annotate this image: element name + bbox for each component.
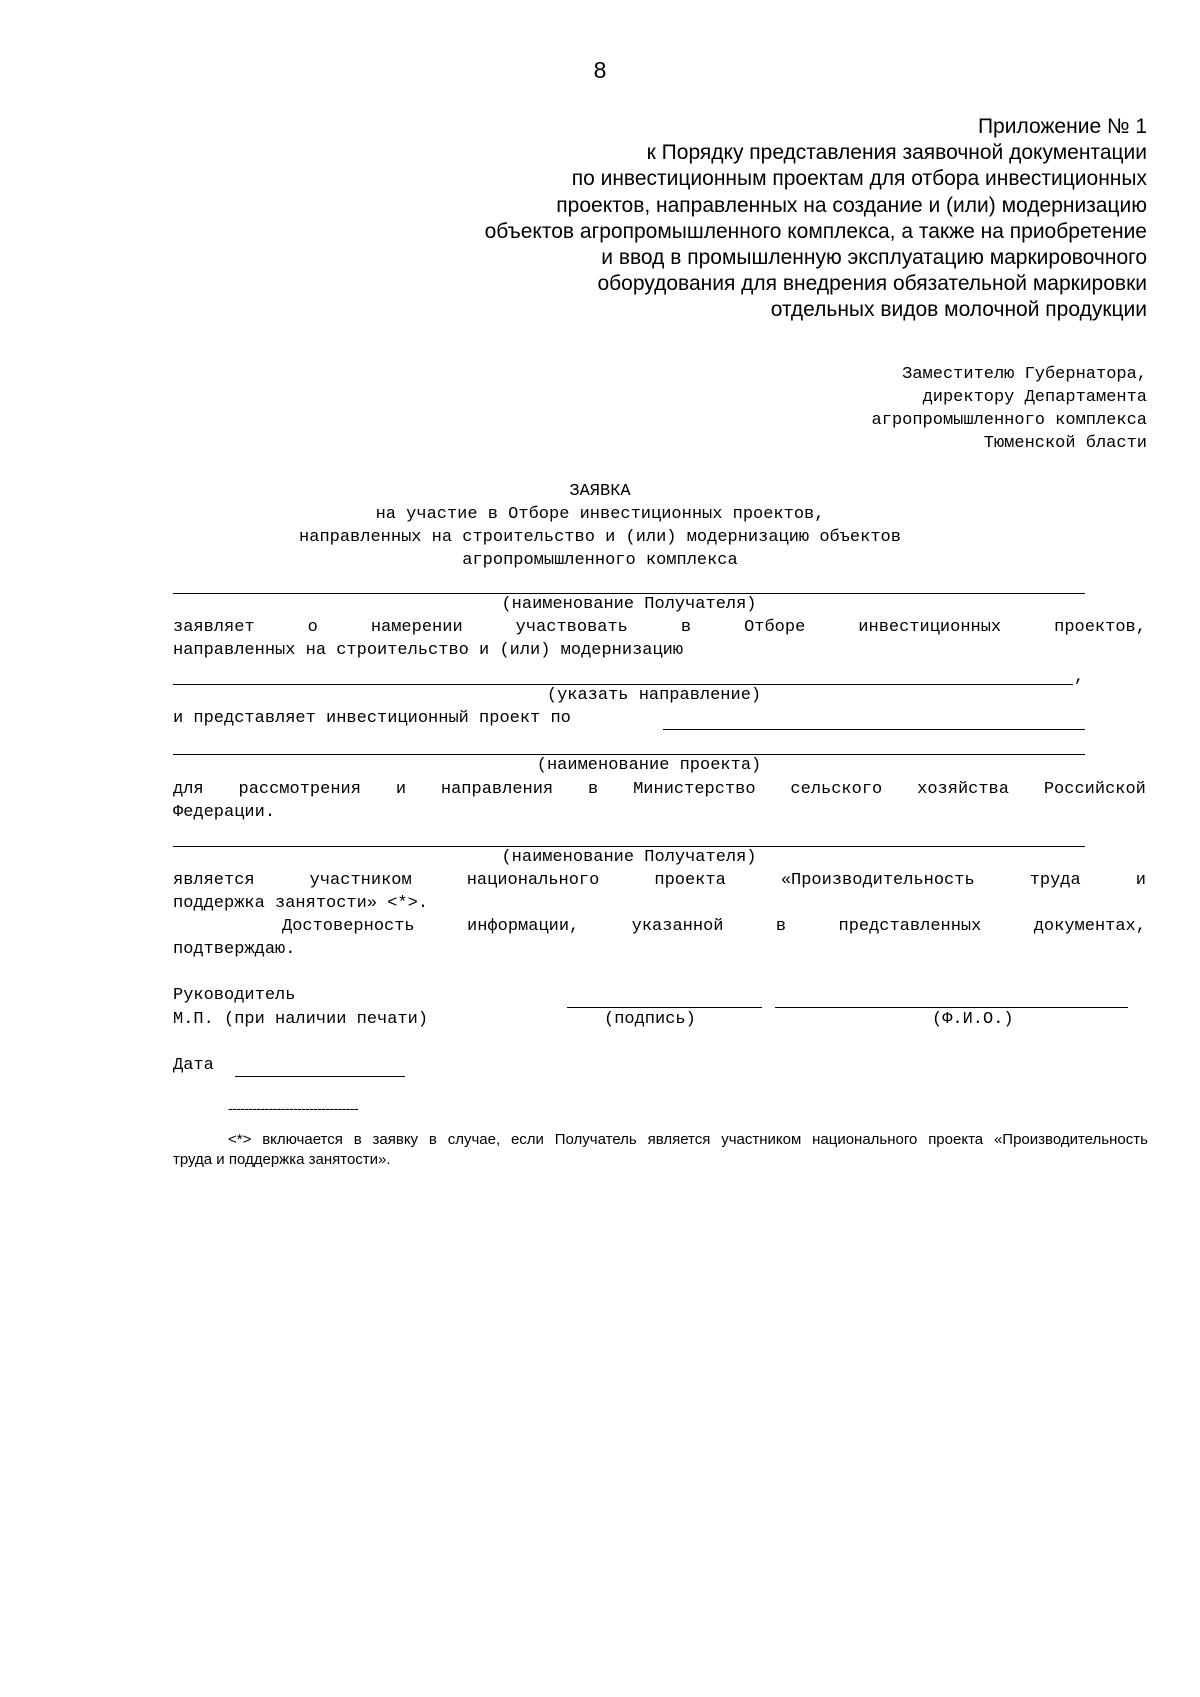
appendix-line: и ввод в промышленную эксплуатацию маркировочного (601, 246, 1147, 270)
word: Получатель (554, 1131, 637, 1148)
text-line-directed: направленных на строительство и (или) модернизацию (173, 641, 684, 660)
word: заявляет (173, 618, 255, 637)
date-label: Дата (173, 1056, 214, 1075)
text-line-participant (173, 870, 1146, 892)
application-heading: ЗАЯВКА (569, 482, 631, 501)
project-name-line[interactable] (173, 754, 1085, 755)
word: и (395, 780, 407, 799)
recipient-name-line[interactable] (173, 593, 1085, 594)
word: участвовать (515, 618, 628, 637)
caption-recipient: (наименование Получателя) (501, 595, 757, 614)
appendix-line: проектов, направленных на создание и (или) модернизацию (556, 193, 1147, 217)
addressee-line: Тюменской бласти (983, 434, 1147, 453)
head-label: Руководитель (173, 986, 296, 1005)
text-line-federation: Федерации. (173, 803, 276, 822)
full-name-line[interactable] (775, 1007, 1128, 1008)
appendix-line: по инвестиционным проектам для отбора инвестиционных (571, 167, 1147, 191)
text-line-confirm: подтверждаю. (173, 940, 296, 959)
text-line-reliability (282, 916, 1146, 938)
application-title-line: направленных на строительство и (или) модернизацию объектов (299, 528, 901, 547)
word: о (307, 618, 318, 637)
word: сельского (790, 780, 883, 799)
word: намерении (370, 618, 463, 637)
word: Министерство (633, 780, 756, 799)
word: является (647, 1131, 711, 1148)
word: проекта (654, 871, 726, 890)
word: случае, (447, 1131, 501, 1148)
word: Достоверность (282, 917, 415, 936)
addressee-line: агропромышленного комплекса (871, 411, 1147, 430)
footnote-line-2: труда и поддержка занятости». (173, 1151, 391, 1168)
word: «Производительность (993, 1131, 1148, 1148)
word: заявку (372, 1131, 419, 1148)
word: Отборе (744, 618, 806, 637)
word: Российской (1043, 780, 1146, 799)
word: национального (466, 871, 600, 890)
word: документах, (1033, 917, 1146, 936)
word: в (680, 618, 692, 637)
word: «Производительность (780, 871, 975, 890)
addressee-line: Заместителю Губернатора, (902, 365, 1147, 384)
word: инвестиционных (858, 618, 1002, 637)
word: хозяйства (917, 780, 1009, 799)
footnote (173, 1130, 1148, 1170)
footnote-separator: -------------------------------- (228, 1100, 358, 1116)
text-line-declares (173, 617, 1146, 639)
word: участником (721, 1131, 802, 1148)
appendix-line: оборудования для внедрения обязательной маркировки (597, 272, 1147, 296)
word: и (1135, 871, 1146, 890)
application-title-line: агропромышленного комплекса (462, 551, 738, 570)
word: направления (440, 780, 554, 799)
page-number: 8 (593, 57, 607, 83)
caption-recipient-2: (наименование Получателя) (501, 848, 757, 867)
comma: , (1074, 668, 1085, 687)
appendix-line: к Порядку представления заявочной документации (646, 141, 1147, 165)
word: информации, (467, 917, 580, 936)
project-area-line[interactable] (663, 729, 1085, 730)
footnote-line-1 (173, 1130, 1148, 1150)
word: для (173, 780, 204, 799)
appendix-header (387, 114, 1147, 324)
application-title-line: на участие в Отборе инвестиционных проектов, (375, 505, 825, 524)
signature-line[interactable] (567, 1007, 762, 1008)
word: национального (812, 1131, 918, 1148)
word: если (510, 1131, 544, 1148)
text-line-support: поддержка занятости» <*>. (173, 894, 429, 913)
caption-direction: (указать направление) (546, 686, 762, 705)
direction-line[interactable] (173, 684, 1073, 685)
word: рассмотрения (238, 780, 361, 799)
text-line-review (173, 779, 1146, 801)
word: участником (309, 871, 412, 890)
word: в (353, 1131, 362, 1148)
caption-full-name: (Ф.И.О.) (932, 1010, 1014, 1029)
word: включается (262, 1131, 343, 1148)
addressee-line: директору Департамента (922, 388, 1147, 407)
word: <*> (228, 1131, 252, 1148)
seal-label: М.П. (при наличии печати) (173, 1010, 429, 1029)
appendix-line: объектов агропромышленного комплекса, а также на приобретение (484, 219, 1147, 243)
word: в (588, 780, 599, 799)
date-line[interactable] (235, 1076, 405, 1077)
appendix-line: Приложение № 1 (977, 115, 1147, 138)
word: проектов, (1054, 618, 1146, 637)
word: указанной (631, 917, 724, 936)
word: является (173, 871, 255, 890)
caption-project: (наименование проекта) (536, 756, 762, 775)
word: представленных (838, 917, 982, 936)
text-line-presents: и представляет инвестиционный проект по (173, 709, 571, 728)
recipient-name-line-2[interactable] (173, 846, 1085, 847)
caption-signature: (подпись) (604, 1010, 696, 1029)
appendix-line: отдельных видов молочной продукции (770, 298, 1147, 322)
addressee-block (872, 363, 1147, 455)
application-title (0, 480, 1200, 572)
word: труда (1029, 871, 1081, 890)
word: в (775, 917, 787, 936)
word: проекта (928, 1131, 984, 1148)
word: в (428, 1131, 437, 1148)
